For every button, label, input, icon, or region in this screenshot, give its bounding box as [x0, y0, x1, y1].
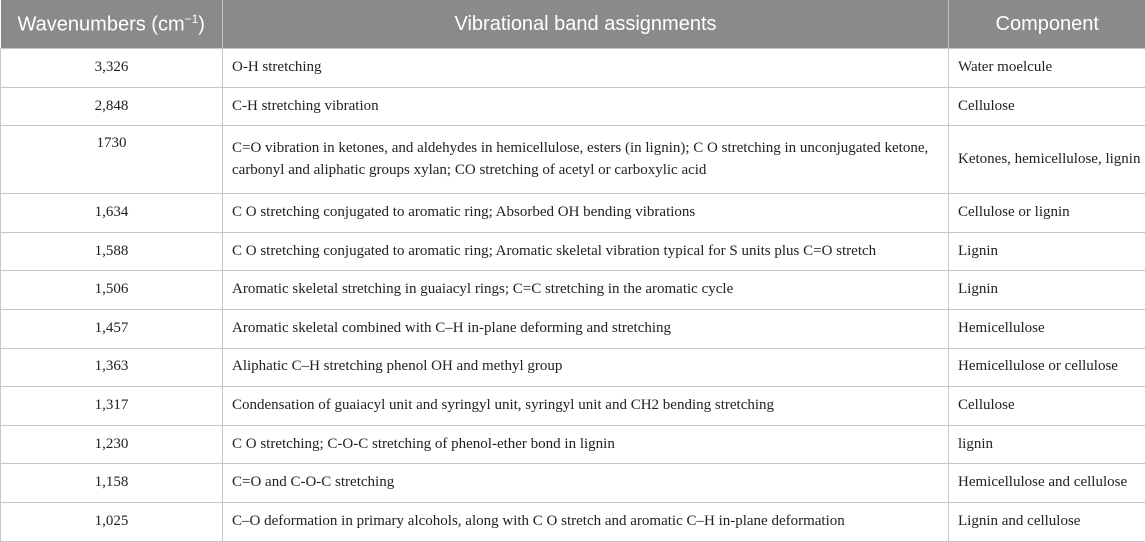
- table-row: [1, 87, 1145, 126]
- wavenumber-cell: 1,588: [1, 232, 223, 271]
- assignment-cell: C O stretching conjugated to aromatic ring; Absorbed OH bending vibrations: [223, 194, 949, 233]
- component-cell: Ketones, hemicellulose, lignin: [949, 126, 1145, 194]
- table-row: [1, 271, 1145, 310]
- component-cell: Cellulose: [949, 387, 1145, 426]
- assignment-cell: C O stretching; C-O-C stretching of phenol-ether bond in lignin: [223, 425, 949, 464]
- table-row: [1, 309, 1145, 348]
- assignment-cell: Aromatic skeletal combined with C–H in-plane deforming and stretching: [223, 309, 949, 348]
- component-cell: Hemicellulose or cellulose: [949, 348, 1145, 387]
- assignment-cell: C-H stretching vibration: [223, 87, 949, 126]
- wavenumber-cell: 1,634: [1, 194, 223, 233]
- table-row: [1, 348, 1145, 387]
- wavenumber-cell: 1,025: [1, 502, 223, 541]
- table-row: [1, 49, 1145, 88]
- assignment-cell: C–O deformation in primary alcohols, along with C O stretch and aromatic C–H in-plane deformation: [223, 502, 949, 541]
- component-cell: Lignin and cellulose: [949, 502, 1145, 541]
- wavenumber-cell: 3,326: [1, 49, 223, 88]
- assignment-cell: Condensation of guaiacyl unit and syringyl unit, syringyl unit and CH2 bending stretching: [223, 387, 949, 426]
- header-wavenumbers-close: ): [198, 13, 205, 35]
- component-cell: Cellulose: [949, 87, 1145, 126]
- component-cell: Hemicellulose and cellulose: [949, 464, 1145, 503]
- header-wavenumbers: [1, 0, 223, 49]
- wavenumber-cell: 1,506: [1, 271, 223, 310]
- component-cell: Hemicellulose: [949, 309, 1145, 348]
- component-cell: Lignin: [949, 271, 1145, 310]
- component-cell: Water moelcule: [949, 49, 1145, 88]
- table-body: [1, 49, 1145, 542]
- wavenumber-cell: 1,363: [1, 348, 223, 387]
- table-row: [1, 387, 1145, 426]
- wavenumber-cell: 1,230: [1, 425, 223, 464]
- table-row: [1, 232, 1145, 271]
- header-wavenumbers-exponent: −1: [185, 12, 199, 26]
- component-cell: Cellulose or lignin: [949, 194, 1145, 233]
- table-row: [1, 425, 1145, 464]
- wavenumber-cell: 1,158: [1, 464, 223, 503]
- table-row: [1, 502, 1145, 541]
- assignment-cell: O-H stretching: [223, 49, 949, 88]
- component-cell: Lignin: [949, 232, 1145, 271]
- wavenumber-cell: 1,457: [1, 309, 223, 348]
- table-header: [1, 0, 1145, 49]
- header-component: Component: [949, 0, 1145, 49]
- wavenumber-cell: 1,317: [1, 387, 223, 426]
- wavenumber-cell: 1730: [1, 126, 223, 194]
- assignment-cell: C=O and C-O-C stretching: [223, 464, 949, 503]
- header-row: [1, 0, 1145, 49]
- table-row: [1, 126, 1145, 194]
- assignment-cell: Aliphatic C–H stretching phenol OH and methyl group: [223, 348, 949, 387]
- table-row: [1, 194, 1145, 233]
- header-wavenumbers-text: Wavenumbers (cm: [18, 13, 185, 35]
- assignment-cell: C O stretching conjugated to aromatic ring; Aromatic skeletal vibration typical for S units plus C=O stretch: [223, 232, 949, 271]
- assignment-cell: Aromatic skeletal stretching in guaiacyl rings; C=C stretching in the aromatic cycle: [223, 271, 949, 310]
- header-assignments: Vibrational band assignments: [223, 0, 949, 49]
- wavenumber-cell: 2,848: [1, 87, 223, 126]
- component-cell: lignin: [949, 425, 1145, 464]
- table-row: [1, 464, 1145, 503]
- assignment-cell: C=O vibration in ketones, and aldehydes in hemicellulose, esters (in lignin); C O stretching in unconjugated ketone, carbonyl and aliphatic groups xylan; CO stretching of acetyl or carboxylic acid: [223, 126, 949, 194]
